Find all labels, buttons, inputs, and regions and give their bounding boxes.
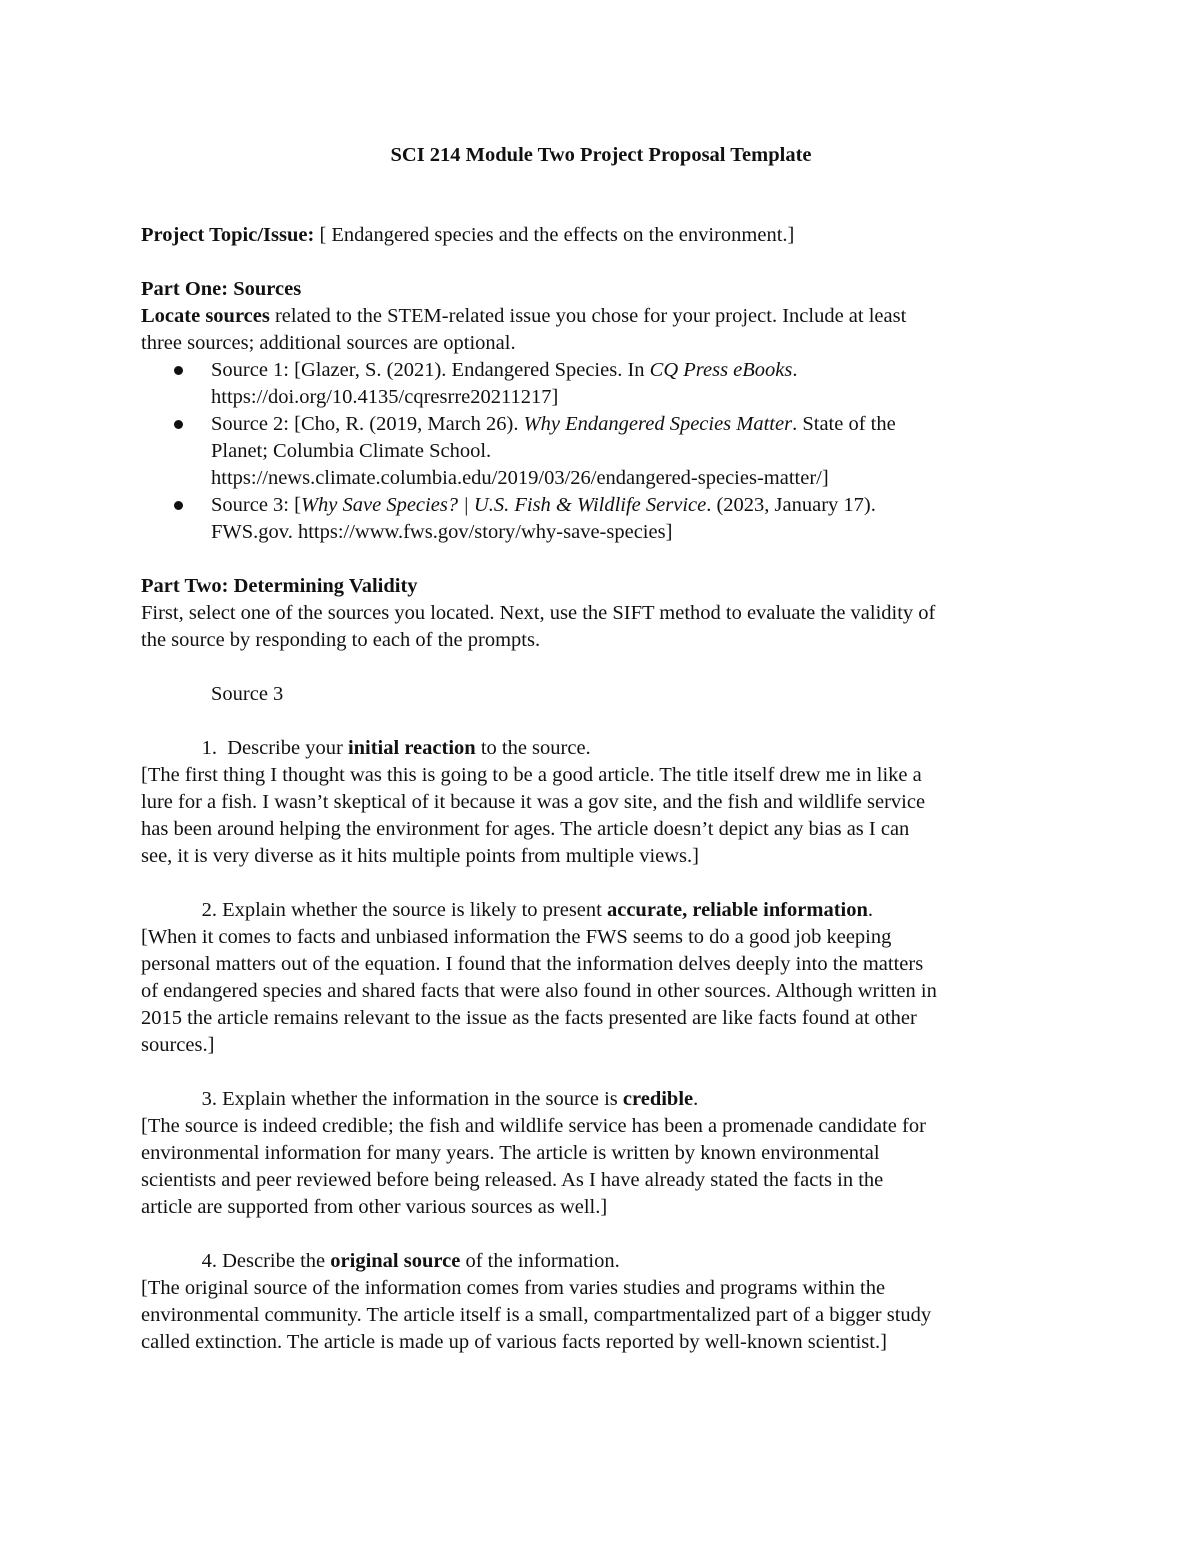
source-3-link: FWS.gov. https://www.fws.gov/story/why-save-species]: [211, 521, 673, 543]
question-1: 1. Describe your initial reaction to the source.: [201, 737, 591, 759]
document-title: SCI 214 Module Two Project Proposal Template: [390, 144, 812, 166]
part-two-intro-line1: First, select one of the sources you located. Next, use the SIFT method to evaluate the validity of: [141, 602, 936, 624]
bullet-icon: [174, 501, 183, 510]
part-two-intro-line2: the source by responding to each of the prompts.: [141, 629, 541, 651]
part-two-heading: Part Two: Determining Validity: [141, 575, 418, 597]
part-one-intro-line2: three sources; additional sources are optional.: [141, 332, 516, 354]
project-topic: [141, 222, 1061, 249]
bullet-icon: [174, 366, 183, 375]
part-one-heading: Part One: Sources: [141, 278, 302, 300]
source-2-link: https://news.climate.columbia.edu/2019/03/26/endangered-species-matter/]: [211, 467, 829, 489]
locate-sources-bold: Locate sources: [141, 305, 270, 327]
document-body: [141, 142, 1061, 1356]
selected-source: Source 3: [211, 683, 284, 705]
topic-label: Project Topic/Issue:: [141, 224, 315, 246]
source-1-link: https://doi.org/10.4135/cqresrre20211217]: [211, 386, 559, 408]
answer-2: [When it comes to facts and unbiased information the FWS seems to do a good job keeping personal matters out of the equation. I found that the information delves deeply into the matters of endangered species and shared facts that were also found in other sources. Although written in 2015 the article remains relevant to the issue as the facts presented are like facts found at other sources.]: [141, 926, 937, 1056]
source-item-1: Source 1: [Glazer, S. (2021). Endangered Species. In CQ Press eBooks. https://doi.org/10.4135/cqresrre20211217]: [141, 357, 1061, 411]
source-item-3: Source 3: [Why Save Species? | U.S. Fish & Wildlife Service. (2023, January 17). FWS.gov. https://www.fws.gov/story/why-save-species]: [141, 492, 1061, 546]
question-4: 4. Describe the original source of the information.: [201, 1250, 620, 1272]
question-2: 2. Explain whether the source is likely to present accurate, reliable information.: [201, 899, 874, 921]
bullet-icon: [174, 420, 183, 429]
answer-4: [The original source of the information comes from varies studies and programs within the environmental community. The article itself is a small, compartmentalized part of a bigger study called extinction. The article is made up of various facts reported by well-known scientist.]: [141, 1277, 932, 1353]
answer-3: [The source is indeed credible; the fish and wildlife service has been a promenade candidate for environmental information for many years. The article is written by known environmental scientists and peer reviewed before being released. As I have already stated the facts in the article are supported from other various sources as well.]: [141, 1115, 926, 1218]
question-3: 3. Explain whether the information in the source is credible.: [201, 1088, 699, 1110]
source-list: [141, 357, 1061, 546]
source-item-2: Source 2: [Cho, R. (2019, March 26). Why Endangered Species Matter. State of the Planet; Columbia Climate School. https://news.climate.columbia.edu/2019/03/26/endangered-species-matter/]: [141, 411, 1061, 492]
topic-value: [ Endangered species and the effects on the environment.]: [314, 224, 795, 246]
part-one-intro-line1: Locate sources related to the STEM-related issue you chose for your project. Include at least: [141, 305, 907, 327]
answer-1: [The first thing I thought was this is going to be a good article. The title itself drew me in like a lure for a fish. I wasn’t skeptical of it because it was a gov site, and the fish and wildlife service has been around helping the environment for ages. The article doesn’t depict any bias as I can see, it is very diverse as it hits multiple points from multiple views.]: [141, 764, 926, 867]
